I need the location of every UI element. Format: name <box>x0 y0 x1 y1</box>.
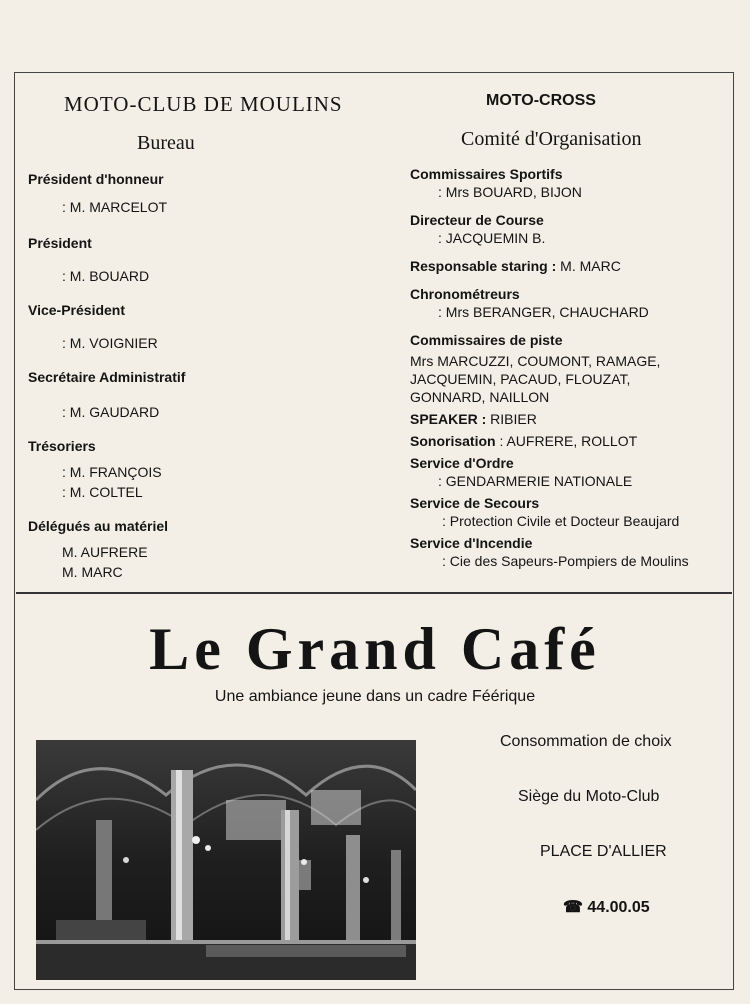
club-name: MOTO-CLUB DE MOULINS <box>64 92 343 116</box>
bureau-role: Délégués au matériel <box>28 518 169 534</box>
phone-number: 44.00.05 <box>587 899 650 916</box>
bureau-heading: Bureau <box>137 132 195 154</box>
comite-member: JACQUEMIN, PACAUD, FLOUZAT, <box>410 371 631 387</box>
comite-role: Commissaires Sportifs <box>410 166 563 182</box>
comite-role: Service d'Incendie <box>410 535 533 551</box>
bureau-role: Président <box>28 235 92 251</box>
comite-role: Service d'Ordre <box>410 455 514 471</box>
bureau-member: : M. VOIGNIER <box>62 335 158 351</box>
bureau-list <box>28 170 368 581</box>
comite-member: : GENDARMERIE NATIONALE <box>438 473 633 489</box>
comite-role: Directeur de Course <box>410 212 544 228</box>
phone-icon: ☎ <box>563 899 583 916</box>
comite-role: Commissaires de piste <box>410 332 563 348</box>
cafe-line-place: PLACE D'ALLIER <box>540 843 667 860</box>
bureau-role: Secrétaire Administratif <box>28 369 186 385</box>
comite-member: GONNARD, NAILLON <box>410 389 550 405</box>
cafe-line-consommation: Consommation de choix <box>500 733 672 750</box>
comite-member: : Cie des Sapeurs-Pompiers de Moulins <box>442 553 689 569</box>
comite-member: Mrs MARCUZZI, COUMONT, RAMAGE, <box>410 353 661 369</box>
cafe-tagline: Une ambiance jeune dans un cadre Féérique <box>214 688 536 705</box>
comite-heading: Comité d'Organisation <box>461 128 642 150</box>
cafe-phone <box>563 897 650 917</box>
comite-row <box>410 257 740 275</box>
bureau-member: M. MARC <box>62 564 123 580</box>
comite-member: : AUFRERE, ROLLOT <box>499 433 638 449</box>
cafe-line-siege: Siège du Moto-Club <box>518 788 660 805</box>
comite-member: : JACQUEMIN B. <box>438 230 546 246</box>
bureau-role: Président d'honneur <box>28 171 164 187</box>
bureau-member: : M. COLTEL <box>62 484 143 500</box>
bureau-role: Vice-Président <box>28 302 126 318</box>
comite-role: Service de Secours <box>410 495 540 511</box>
bureau-role: Trésoriers <box>28 438 96 454</box>
bureau-member: : M. FRANÇOIS <box>62 464 162 480</box>
cafe-interior-photo <box>36 740 416 980</box>
comite-row <box>410 432 740 450</box>
motocross-heading: MOTO-CROSS <box>486 92 596 109</box>
comite-role: Sonorisation <box>410 433 496 449</box>
bureau-member: : M. MARCELOT <box>62 199 168 215</box>
comite-role: Responsable staring : <box>410 258 557 274</box>
comite-member: M. MARC <box>560 258 621 274</box>
bureau-member: M. AUFRERE <box>62 544 148 560</box>
comite-member: RIBIER <box>490 411 537 427</box>
comite-role: SPEAKER : <box>410 411 487 427</box>
bureau-member: : M. BOUARD <box>62 268 150 284</box>
comite-row <box>410 410 740 428</box>
comite-member: : Protection Civile et Docteur Beaujard <box>442 513 680 529</box>
cafe-title: Le Grand Café <box>149 616 601 682</box>
comite-list <box>410 165 740 570</box>
comite-member: : Mrs BOUARD, BIJON <box>438 184 582 200</box>
comite-member: : Mrs BERANGER, CHAUCHARD <box>438 304 649 320</box>
cafe-interior-illustration <box>36 740 416 980</box>
section-divider <box>16 592 732 594</box>
comite-role: Chronométreurs <box>410 286 520 302</box>
bureau-member: : M. GAUDARD <box>62 404 160 420</box>
